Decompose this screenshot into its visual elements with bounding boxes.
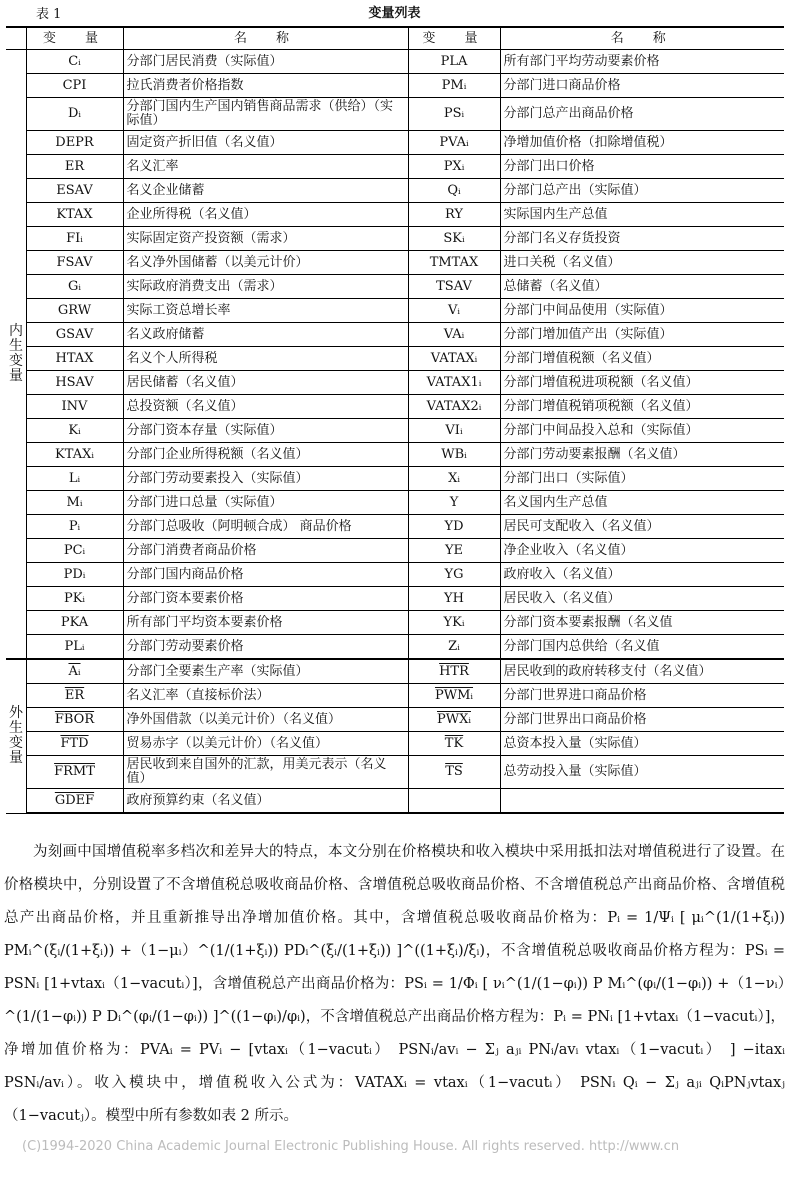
table-row <box>6 467 784 491</box>
header-name-left: 名 称 <box>123 27 408 50</box>
name-cell: 总投资额（名义值） <box>123 395 408 419</box>
table-row <box>6 756 784 789</box>
variable-cell: CPI <box>26 74 123 98</box>
endogenous-section <box>6 50 784 660</box>
variable-cell: YH <box>408 587 500 611</box>
variable-cell: KTAX <box>26 203 123 227</box>
name-cell: 固定资产折旧值（名义值） <box>123 131 408 155</box>
variable-cell: PCᵢ <box>26 539 123 563</box>
variable-cell: $\overline{HTR}$ <box>408 659 500 684</box>
exogenous-section <box>6 659 784 813</box>
table-row <box>6 299 784 323</box>
table-row <box>6 659 784 684</box>
variable-cell: VAᵢ <box>408 323 500 347</box>
table-row <box>6 587 784 611</box>
name-cell: 名义国内生产总值 <box>500 491 784 515</box>
table-row <box>6 371 784 395</box>
table-title: 变量列表 <box>368 6 421 21</box>
table-row <box>6 98 784 131</box>
name-cell: 分部门居民消费（实际值） <box>123 50 408 74</box>
variable-cell: $\overline{ER}$ <box>26 684 123 708</box>
variable-cell: PDᵢ <box>26 563 123 587</box>
header-name-right: 名 称 <box>500 27 784 50</box>
name-cell: 分部门中间品投入总和（实际值） <box>500 419 784 443</box>
name-cell: 分部门劳动要素投入（实际值） <box>123 467 408 491</box>
variable-cell: YKᵢ <box>408 611 500 635</box>
variable-table <box>6 26 784 814</box>
name-cell: 拉氏消费者价格指数 <box>123 74 408 98</box>
variable-cell: TMTAX <box>408 251 500 275</box>
variable-cell: $\overline{Aᵢ}$ <box>26 659 123 684</box>
name-cell: 企业所得税（名义值） <box>123 203 408 227</box>
name-cell: 居民收到来自国外的汇款，用美元表示（名义值） <box>123 756 408 789</box>
name-cell: 政府收入（名义值） <box>500 563 784 587</box>
variable-cell: Gᵢ <box>26 275 123 299</box>
table-row <box>6 227 784 251</box>
variable-cell: Xᵢ <box>408 467 500 491</box>
table-row <box>6 155 784 179</box>
variable-cell: FRMT <box>26 756 123 789</box>
table-row <box>6 74 784 98</box>
variable-cell: Kᵢ <box>26 419 123 443</box>
name-cell: 居民收入（名义值） <box>500 587 784 611</box>
variable-cell: YE <box>408 539 500 563</box>
variable-cell: GRW <box>26 299 123 323</box>
name-cell: 分部门名义存货投资 <box>500 227 784 251</box>
name-cell: 名义净外国储蓄（以美元计价） <box>123 251 408 275</box>
table-row <box>6 251 784 275</box>
table-row <box>6 347 784 371</box>
variable-cell: PKA <box>26 611 123 635</box>
variable-cell: FIᵢ <box>26 227 123 251</box>
variable-cell <box>408 789 500 814</box>
table-row <box>6 443 784 467</box>
variable-cell: GDEF <box>26 789 123 814</box>
name-cell: 政府预算约束（名义值） <box>123 789 408 814</box>
variable-cell: PKᵢ <box>26 587 123 611</box>
name-cell: 名义汇率 <box>123 155 408 179</box>
name-cell: 分部门总吸收（阿明顿合成） 商品价格 <box>123 515 408 539</box>
variable-cell: Zᵢ <box>408 635 500 660</box>
variable-cell: PXᵢ <box>408 155 500 179</box>
name-cell: 实际固定资产投资额（需求） <box>123 227 408 251</box>
variable-cell: Pᵢ <box>26 515 123 539</box>
header-group <box>6 27 26 50</box>
variable-cell: VATAXᵢ <box>408 347 500 371</box>
variable-cell: HTAX <box>26 347 123 371</box>
variable-cell: RY <box>408 203 500 227</box>
variable-cell: ESAV <box>26 179 123 203</box>
name-cell: 净企业收入（名义值） <box>500 539 784 563</box>
name-cell: 分部门增值税额（名义值） <box>500 347 784 371</box>
name-cell: 居民可支配收入（名义值） <box>500 515 784 539</box>
name-cell: 贸易赤字（以美元计价）（名义值） <box>123 732 408 756</box>
table-row <box>6 635 784 660</box>
name-cell: 分部门总产出商品价格 <box>500 98 784 131</box>
variable-cell: Mᵢ <box>26 491 123 515</box>
table-row <box>6 275 784 299</box>
variable-cell: TSAV <box>408 275 500 299</box>
name-cell: 名义企业储蓄 <box>123 179 408 203</box>
variable-cell: YG <box>408 563 500 587</box>
group-label: 内生变量 <box>6 50 26 660</box>
name-cell: 名义汇率（直接标价法） <box>123 684 408 708</box>
watermark: (C)1994-2020 China Academic Journal Electronic Publishing House. All rights reserved. http://www.cn <box>22 1139 680 1154</box>
name-cell: 分部门世界出口商品价格 <box>500 708 784 732</box>
table-row <box>6 732 784 756</box>
name-cell: 实际国内生产总值 <box>500 203 784 227</box>
table-header-row <box>6 27 784 50</box>
name-cell: 分部门出口价格 <box>500 155 784 179</box>
name-cell: 分部门出口（实际值） <box>500 467 784 491</box>
variable-cell: HSAV <box>26 371 123 395</box>
table-row <box>6 611 784 635</box>
name-cell: 总储蓄（名义值） <box>500 275 784 299</box>
variable-cell: VIᵢ <box>408 419 500 443</box>
variable-cell: Dᵢ <box>26 98 123 131</box>
variable-cell: KTAXᵢ <box>26 443 123 467</box>
name-cell: 分部门增值税进项税额（名义值） <box>500 371 784 395</box>
name-cell: 分部门劳动要素价格 <box>123 635 408 660</box>
name-cell: 总劳动投入量（实际值） <box>500 756 784 789</box>
variable-cell: PVAᵢ <box>408 131 500 155</box>
name-cell: 分部门国内商品价格 <box>123 563 408 587</box>
name-cell: 分部门世界进口商品价格 <box>500 684 784 708</box>
name-cell: 分部门增加值产出（实际值） <box>500 323 784 347</box>
name-cell: 分部门消费者商品价格 <box>123 539 408 563</box>
name-cell: 名义政府储蓄 <box>123 323 408 347</box>
header-variable-left: 变 量 <box>26 27 123 50</box>
name-cell: 分部门资本存量（实际值） <box>123 419 408 443</box>
name-cell: 总资本投入量（实际值） <box>500 732 784 756</box>
variable-cell: PLA <box>408 50 500 74</box>
variable-cell: VATAX1ᵢ <box>408 371 500 395</box>
name-cell: 分部门国内总供给（名义值 <box>500 635 784 660</box>
variable-cell: Cᵢ <box>26 50 123 74</box>
name-cell: 所有部门平均劳动要素价格 <box>500 50 784 74</box>
variable-cell: DEPR <box>26 131 123 155</box>
variable-cell: $\overline{FTD}$ <box>26 732 123 756</box>
table-row <box>6 50 784 74</box>
variable-cell: PMᵢ <box>408 74 500 98</box>
variable-cell: Vᵢ <box>408 299 500 323</box>
name-cell: 分部门进口商品价格 <box>500 74 784 98</box>
name-cell: 分部门资本要素报酬（名义值 <box>500 611 784 635</box>
name-cell: 进口关税（名义值） <box>500 251 784 275</box>
variable-cell: PSᵢ <box>408 98 500 131</box>
variable-cell: WBᵢ <box>408 443 500 467</box>
table-row <box>6 419 784 443</box>
body-paragraph: 为刻画中国增值税率多档次和差异大的特点，本文分别在价格模块和收入模块中采用抵扣法对增值税进行了设置。在价格模块中，分别设置了不含增值税总吸收商品价格、含增值税总吸收商品价格、不含增值税总产出商品价格、含增值税总产出商品价格，并且重新推导出净增加值价格。其中，含增值税总吸收商品价格为：Pᵢ = 1/Ψᵢ [ μᵢ^(1/(1+ξᵢ)) PMᵢ^(ξᵢ/(1+ξᵢ)) +（1−μᵢ）^(1/(1+ξᵢ)) PDᵢ^(ξᵢ/(1+ξᵢ)) ]^((1+ξᵢ)/ξᵢ)，不含增值税总吸收商品价格方程为：PSᵢ = PSNᵢ [1+vtaxᵢ（1−vacutᵢ）]，含增值税总产出商品价格为：PSᵢ = 1/Φᵢ [ νᵢ^(1/(1−φᵢ)) P Mᵢ^(φᵢ/(1−φᵢ)) +（1−νᵢ）^(1/(1−φᵢ)) P Dᵢ^(φᵢ/(1−φᵢ)) ]^((1−φᵢ)/φᵢ)，不含增值税总产出商品价格方程为：Pᵢ = PNᵢ [1+vtaxᵢ（1−vacutᵢ）]，净增加值价格为：PVAᵢ = PVᵢ − [vtaxᵢ（1−vacutᵢ） PSNᵢ/avᵢ − Σⱼ aⱼᵢ PNᵢ/avᵢ vtaxᵢ（1−vacutᵢ） ] −itaxᵢ PSNᵢ/avᵢ）。收入模块中，增值税收入公式为：VATAXᵢ = vtaxᵢ（1−vacutᵢ） PSNᵢ Qᵢ − Σⱼ aⱼᵢ QᵢPNⱼvtaxⱼ（1−vacutⱼ）。模型中所有参数如表 2 所示。 <box>4 844 785 1124</box>
table-row <box>6 395 784 419</box>
table-row <box>6 323 784 347</box>
variable-cell: Qᵢ <box>408 179 500 203</box>
variable-cell: $\overline{TS}$ <box>408 756 500 789</box>
table-row <box>6 789 784 814</box>
name-cell: 分部门国内生产国内销售商品需求（供给）（实际值） <box>123 98 408 131</box>
name-cell: 分部门全要素生产率（实际值） <box>123 659 408 684</box>
table-row <box>6 131 784 155</box>
name-cell: 分部门进口总量（实际值） <box>123 491 408 515</box>
name-cell: 分部门总产出（实际值） <box>500 179 784 203</box>
variable-cell: INV <box>26 395 123 419</box>
variable-cell: Y <box>408 491 500 515</box>
name-cell: 所有部门平均资本要素价格 <box>123 611 408 635</box>
table-row <box>6 539 784 563</box>
variable-cell: ER <box>26 155 123 179</box>
table-row <box>6 203 784 227</box>
variable-cell: $\overline{TK}$ <box>408 732 500 756</box>
variable-cell: YD <box>408 515 500 539</box>
name-cell: 实际工资总增长率 <box>123 299 408 323</box>
name-cell: 分部门劳动要素报酬（名义值） <box>500 443 784 467</box>
name-cell: 实际政府消费支出（需求） <box>123 275 408 299</box>
variable-cell: PWMᵢ <box>408 684 500 708</box>
table-row <box>6 708 784 732</box>
name-cell: 名义个人所得税 <box>123 347 408 371</box>
variable-cell: Lᵢ <box>26 467 123 491</box>
name-cell: 净增加值价格（扣除增值税） <box>500 131 784 155</box>
variable-cell: GSAV <box>26 323 123 347</box>
table-row <box>6 491 784 515</box>
table-row <box>6 684 784 708</box>
name-cell: 居民收到的政府转移支付（名义值） <box>500 659 784 684</box>
group-label: 外生变量 <box>6 659 26 813</box>
variable-cell: FSAV <box>26 251 123 275</box>
variable-cell: FBOR <box>26 708 123 732</box>
name-cell: 净外国借款（以美元计价）（名义值） <box>123 708 408 732</box>
table-row <box>6 179 784 203</box>
name-cell <box>500 789 784 814</box>
name-cell: 分部门企业所得税额（名义值） <box>123 443 408 467</box>
variable-cell: VATAX2ᵢ <box>408 395 500 419</box>
name-cell: 分部门资本要素价格 <box>123 587 408 611</box>
variable-cell: SKᵢ <box>408 227 500 251</box>
name-cell: 分部门中间品使用（实际值） <box>500 299 784 323</box>
table-row <box>6 563 784 587</box>
variable-cell: PLᵢ <box>26 635 123 660</box>
name-cell: 分部门增值税销项税额（名义值） <box>500 395 784 419</box>
table-caption: 表 1 <box>36 7 62 22</box>
variable-cell: PWXᵢ <box>408 708 500 732</box>
table-row <box>6 515 784 539</box>
name-cell: 居民储蓄（名义值） <box>123 371 408 395</box>
header-variable-right: 变 量 <box>408 27 500 50</box>
